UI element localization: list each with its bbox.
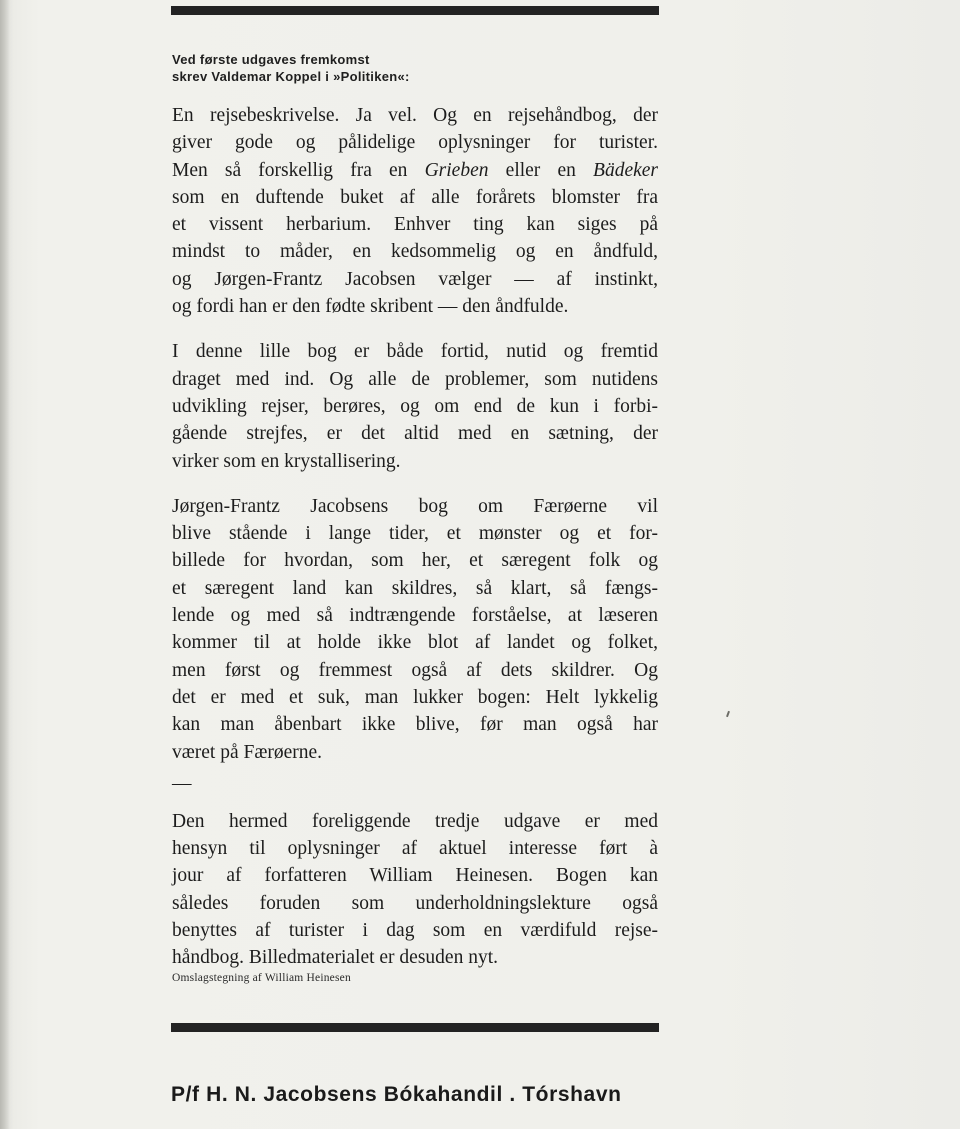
text-run: kommer til at holde ikke blot af landet og folket,: [172, 632, 658, 654]
text-line: [172, 520, 658, 547]
section-divider-dash: [172, 774, 658, 794]
paper-speck: [726, 711, 730, 717]
cover-illustration-credit: Omslagstegning af William Heinesen: [172, 972, 351, 984]
review-body: [172, 102, 658, 990]
text-run: gående strejfes, er det altid med en sætning, der: [172, 423, 658, 445]
text-run: lende og med så indtrængende forståelse, at læseren: [172, 605, 658, 627]
text-run: virker som en krystallisering.: [172, 450, 401, 472]
text-line: [172, 808, 658, 835]
text-run: giver gode og pålidelige oplysninger for turister.: [172, 132, 658, 154]
text-line: [172, 629, 658, 656]
text-line: [172, 493, 658, 520]
text-run: håndbog. Billedmaterialet er desuden nyt.: [172, 947, 498, 969]
text-run: draget med ind. Og alle de problemer, som nutidens: [172, 368, 658, 390]
text-line: [172, 684, 658, 711]
text-line: [172, 862, 658, 889]
text-line: [172, 184, 658, 211]
text-run: benyttes af turister i dag som en værdifuld rejse-: [172, 920, 658, 942]
review-heading: [172, 51, 660, 85]
bottom-rule: [171, 1023, 659, 1032]
heading-line-1: Ved første udgaves fremkomst: [172, 52, 370, 67]
text-run: eller en: [488, 159, 594, 181]
heading-line-2: skrev Valdemar Koppel i »Politiken«:: [172, 69, 410, 84]
page-edge-shadow: [0, 0, 10, 1129]
text-run: Jørgen-Frantz Jacobsens bog om Færøerne vil: [172, 495, 658, 517]
text-run: I denne lille bog er både fortid, nutid og fremtid: [172, 341, 658, 363]
italic-title: Bädeker: [593, 159, 658, 181]
text-line: [172, 711, 658, 738]
text-run: —: [172, 772, 192, 794]
text-run: således foruden som underholdningslekture også: [172, 892, 658, 914]
text-line: [172, 575, 658, 602]
publisher-imprint: P/f H. N. Jacobsens Bókahandil . Tórshavn: [171, 1083, 622, 1106]
text-line: [172, 420, 658, 447]
text-run: blive stående i lange tider, et mønster og et for-: [172, 523, 658, 545]
text-run: det er med et suk, man lukker bogen: Helt lykkelig: [172, 686, 658, 708]
text-run: udvikling rejser, berøres, og om end de kun i forbi-: [172, 395, 658, 417]
paragraph: [172, 338, 658, 474]
text-run: og fordi han er den fødte skribent — den åndfulde.: [172, 296, 569, 318]
text-line: [172, 266, 658, 293]
text-run: billede for hvordan, som her, et særegent folk og: [172, 550, 658, 572]
text-run: En rejsebeskrivelse. Ja vel. Og en rejsehåndbog, der: [172, 105, 658, 126]
text-line: [172, 835, 658, 862]
text-line: [172, 739, 658, 766]
top-rule: [171, 6, 659, 15]
text-line: [172, 917, 658, 944]
text-run: et vissent herbarium. Enhver ting kan siges på: [172, 214, 658, 236]
text-line: [172, 774, 658, 794]
text-line: [172, 293, 658, 320]
text-run: og Jørgen-Frantz Jacobsen vælger — af instinkt,: [172, 268, 658, 290]
text-run: et særegent land kan skildres, så klart, så fængs-: [172, 577, 658, 599]
paragraph: [172, 102, 658, 320]
text-line: [172, 157, 658, 184]
text-run: jour af forfatteren William Heinesen. Bogen kan: [172, 865, 658, 887]
text-line: [172, 944, 658, 971]
text-run: kan man åbenbart ikke blive, før man også har: [172, 714, 658, 736]
text-line: [172, 338, 658, 365]
text-run: Men så forskellig fra en: [172, 159, 425, 181]
text-line: [172, 129, 658, 156]
text-run: som en duftende buket af alle forårets blomster fra: [172, 186, 658, 208]
text-line: [172, 366, 658, 393]
text-line: [172, 602, 658, 629]
text-line: [172, 102, 658, 129]
text-run: Den hermed foreliggende tredje udgave er med: [172, 810, 658, 832]
text-line: [172, 393, 658, 420]
paragraph: [172, 493, 658, 766]
text-line: [172, 547, 658, 574]
italic-title: Grieben: [424, 159, 489, 181]
text-run: været på Færøerne.: [172, 741, 323, 763]
text-line: [172, 448, 658, 475]
text-line: [172, 238, 658, 265]
text-run: mindst to måder, en kedsommelig og en åndfuld,: [172, 241, 658, 263]
text-line: [172, 211, 658, 238]
text-line: [172, 890, 658, 917]
text-line: [172, 657, 658, 684]
paragraph: [172, 808, 658, 972]
text-run: men først og fremmest også af dets skildrer. Og: [172, 659, 658, 681]
text-run: hensyn til oplysninger af aktuel interesse ført à: [172, 838, 658, 860]
